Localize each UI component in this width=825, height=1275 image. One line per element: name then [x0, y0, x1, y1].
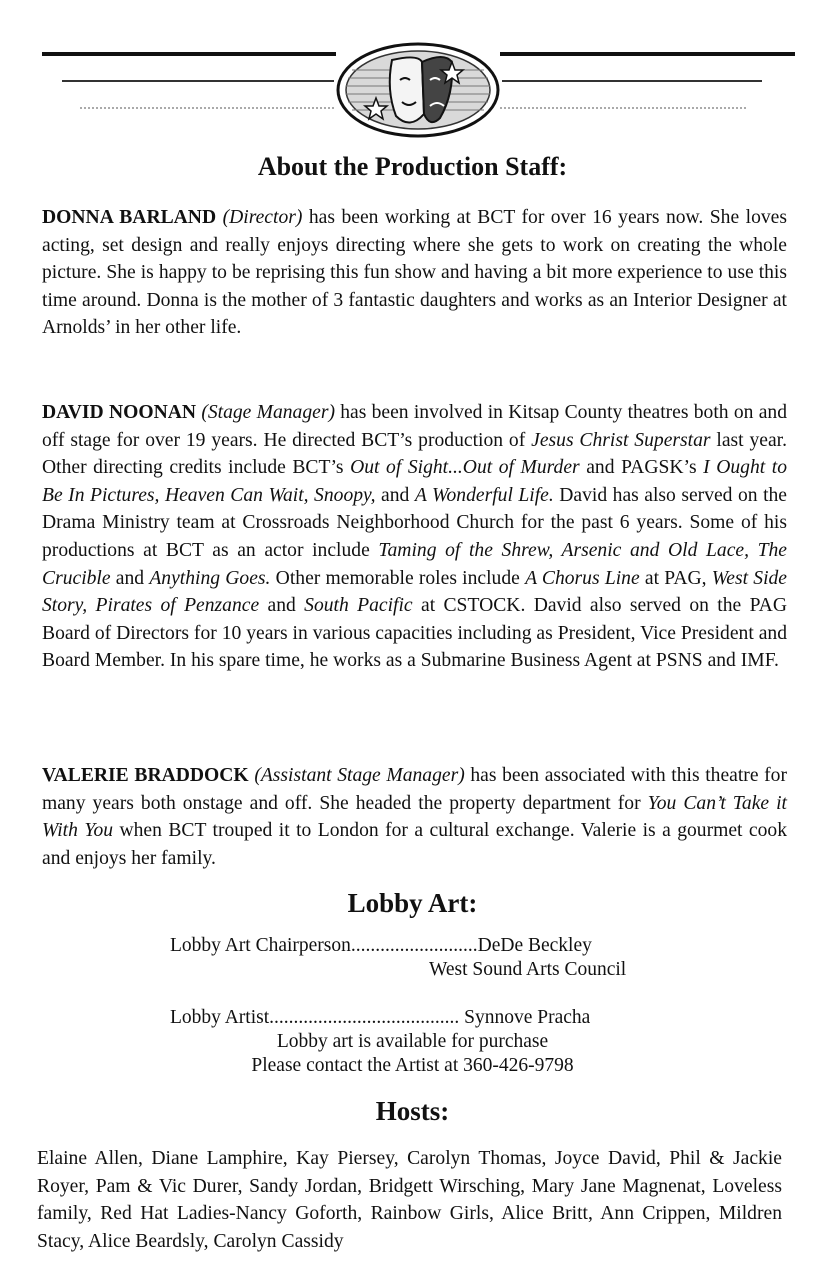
bio-role: (Director)	[222, 207, 303, 228]
bio-text: has been working at BCT for over 16 years now. She loves acting, set design and really enjoys directing where she gets to work on creating the whole picture. She is happy to be reprising this fun show and having a bit more experience to use this time around. Donna is the mother of 3 fantastic daughters and works as an Interior Designer at Arnolds’ in her other life.	[42, 207, 787, 339]
bio-text: David has also served on the Drama Ministry team at Crossroads Neighborhood Church for the past 6 years. Some of his productions at BCT as an actor include	[42, 484, 788, 561]
show-title: Anything Goes.	[149, 567, 271, 589]
bio-text: has been involved in Kitsap County theatres both on and off stage for over 19 years. He directed BCT’s production of	[42, 402, 787, 451]
credit-value: DeDe Beckley	[477, 935, 592, 956]
bio-donna-barland	[42, 204, 787, 342]
header-emblem	[40, 40, 800, 140]
credit-label: Lobby Artist	[170, 1007, 270, 1028]
bio-text: has been associated with this theatre for many years both onstage and off. She headed the property department for	[42, 765, 787, 814]
credit-chairperson	[170, 934, 592, 958]
bio-text: and PAGSK’s	[579, 457, 704, 479]
bio-name: DONNA BARLAND	[42, 207, 217, 228]
bio-role: (Assistant Stage Manager)	[254, 765, 465, 786]
bio-text: at CSTOCK. David also served on the PAG Board of Directors for 10 years in various capacities including as President, Vice President and Board Member. In his spare time, he works as a Submarine Business Agent at PSNS and IMF.	[42, 595, 787, 672]
bio-text: when BCT trouped it to London for a cultural exchange. Valerie is a gourmet cook and enjoys her family.	[42, 820, 788, 869]
leader-dots: ..........................	[350, 935, 478, 956]
show-title: I Ought to Be In Pictures, Heaven Can Wait, Snoopy,	[42, 457, 788, 506]
bio-text: and	[110, 567, 150, 589]
show-title: West Side Story, Pirates of Penzance	[42, 567, 788, 617]
bio-text: last year. Other directing credits include BCT’s	[42, 429, 787, 479]
show-title: Out of Sight...Out of Murder	[350, 457, 580, 479]
bio-text: Other memorable roles include	[270, 567, 526, 589]
bio-name: DAVID NOONAN	[42, 402, 197, 423]
hosts-list: Elaine Allen, Diane Lamphire, Kay Piersey, Carolyn Thomas, Joyce David, Phil & Jackie Royer, Pam & Vic Durer, Sandy Jordan, Bridgett Wirsching, Mary Jane Magnenat, Loveless family, Red Hat Ladies-Nancy Goforth, Rainbow Girls, Alice Britt, Ann Crippen, Mildren Stacy, Alice Beardsly, Carolyn Cassidy	[37, 1148, 782, 1252]
bio-valerie-braddock	[42, 762, 787, 872]
credit-artist	[170, 1006, 590, 1030]
credit-org: West Sound Arts Council	[429, 959, 627, 980]
bio-role: (Stage Manager)	[201, 402, 335, 423]
show-title: You Can’t Take it With You	[42, 792, 788, 842]
contact-note: Please contact the Artist at 360-426-9798	[251, 1055, 574, 1076]
credit-value: Synnove Pracha	[464, 1007, 591, 1028]
bio-text: and	[259, 595, 305, 617]
bio-name: VALERIE BRADDOCK	[42, 765, 249, 786]
leader-dots: .......................................	[269, 1007, 460, 1028]
section-title-hosts: Hosts:	[375, 1096, 450, 1126]
credit-label: Lobby Art Chairperson	[170, 935, 351, 956]
bio-text: and	[375, 484, 415, 506]
bio-david-noonan	[42, 399, 787, 675]
show-title: Taming of the Shrew, Arsenic and Old Lace, The Crucible	[42, 539, 787, 589]
purchase-note: Lobby art is available for purchase	[276, 1031, 549, 1052]
bio-text: at PAG,	[639, 567, 712, 589]
show-title: South Pacific	[304, 595, 413, 617]
show-title: Jesus Christ Superstar	[531, 429, 711, 451]
section-title-production-staff: About the Production Staff:	[257, 152, 568, 181]
show-title: A Chorus Line	[525, 567, 640, 589]
show-title: A Wonderful Life.	[414, 484, 554, 506]
section-title-lobby-art: Lobby Art:	[347, 888, 478, 918]
theatre-masks-emblem-icon	[40, 40, 800, 140]
